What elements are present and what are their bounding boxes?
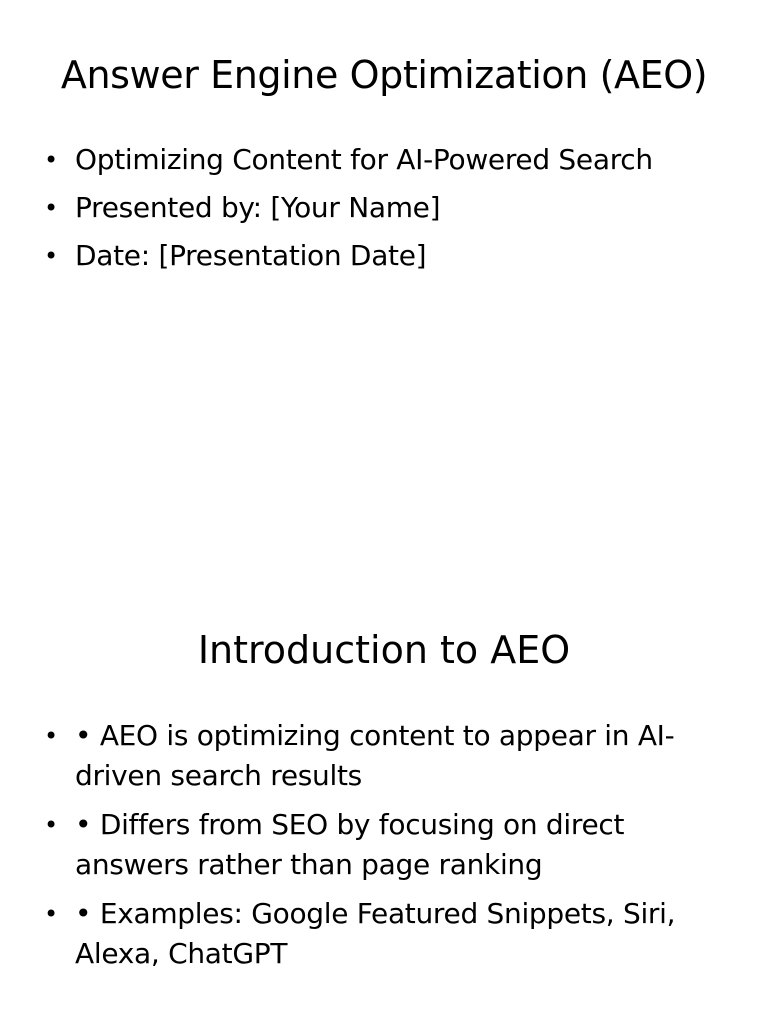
bullet-icon: • [44,722,58,750]
bullet-icon: • [44,146,58,174]
bullet-text: Presented by: [Your Name] [75,191,441,224]
slide-title: Answer Engine Optimization (AEO) [60,53,708,97]
bullet-text: • AEO is optimizing content to appear in AI-driven search results [75,719,675,792]
bullet-list [0,140,768,284]
bullet-item [0,140,768,188]
slide-2 [0,576,768,1024]
bullet-item [0,805,768,885]
bullet-list [0,716,768,983]
bullet-text: Date: [Presentation Date] [75,239,427,272]
bullet-item [0,236,768,284]
bullet-text: Optimizing Content for AI-Powered Search [75,143,653,176]
bullet-text: • Examples: Google Featured Snippets, Siri, Alexa, ChatGPT [75,897,676,970]
bullet-icon: • [44,811,58,839]
slide-title: Introduction to AEO [197,628,571,672]
bullet-item [0,894,768,974]
bullet-item [0,716,768,796]
bullet-icon: • [44,242,58,270]
bullet-icon: • [44,194,58,222]
bullet-text: • Differs from SEO by focusing on direct answers rather than page ranking [75,808,625,881]
bullet-item [0,188,768,236]
bullet-icon: • [44,900,58,928]
